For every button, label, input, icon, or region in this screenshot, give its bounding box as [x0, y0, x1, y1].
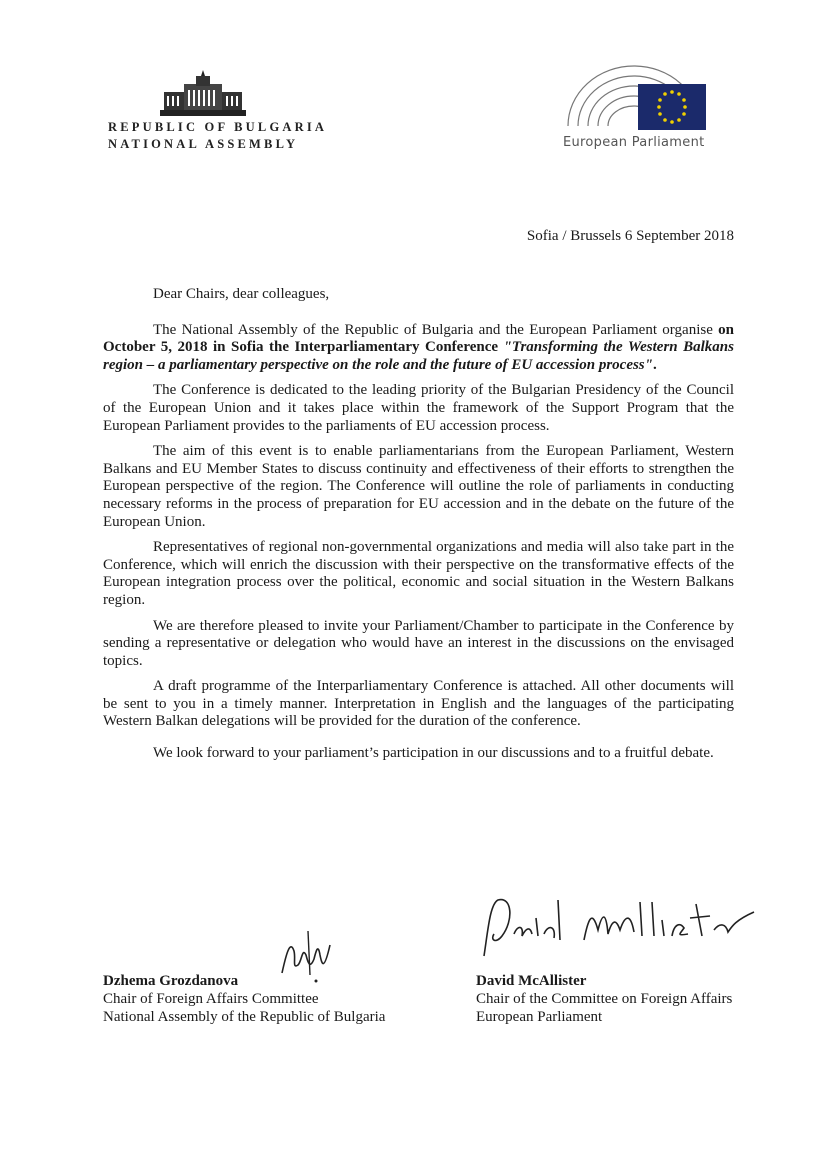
- paragraph-3: The aim of this event is to enable parliamentarians from the European Parliament, Western Balkans and EU Member States to discuss continuity and effectiveness of their efforts to strengthen the European perspective of the region. The Conference will outline the role of parliaments in conducting necessary reforms in the process of preparation for EU accession and in the debate on the future of the European Union.: [103, 443, 734, 530]
- signatory-right-title: Chair of the Committee on Foreign Affairs: [476, 991, 733, 1007]
- paragraph-1-end: .: [652, 356, 657, 373]
- bulgaria-header-text: [108, 119, 327, 153]
- bulgaria-line1: REPUBLIC OF BULGARIA: [108, 120, 328, 134]
- paragraph-4: Representatives of regional non-governmental organizations and media will also take part in the Conference, which will enrich the discussion with their perspective on the transformative effects of the European integration process over the political, economic and social situation in the Western Balkans region.: [103, 539, 734, 608]
- bulgaria-line2: NATIONAL ASSEMBLY: [108, 137, 299, 151]
- signatory-left-org: National Assembly of the Republic of Bulgaria: [103, 1009, 386, 1025]
- paragraph-7: We look forward to your parliament’s participation in our discussions and to a fruitful debate.: [153, 745, 714, 762]
- paragraph-1-intro: The National Assembly of the Republic of Bulgaria and the European Parliament organise: [153, 321, 719, 338]
- paragraph-5: We are therefore pleased to invite your Parliament/Chamber to participate in the Conference by sending a representative or delegation who would have an interest in the discussions on the envisaged topics.: [103, 617, 734, 669]
- salutation: Dear Chairs, dear colleagues,: [153, 286, 330, 302]
- letter-date: Sofia / Brussels 6 September 2018: [526, 228, 734, 244]
- paragraph-1: [103, 322, 734, 375]
- parliament-building-icon: [158, 70, 248, 118]
- paragraph-6: A draft programme of the Interparliamentary Conference is attached. All other documents will be sent to you in a timely manner. Interpretation in English and the languages of the participating Western Balkan delegations will be provided for the duration of the conference.: [103, 678, 734, 730]
- paragraph-1-event: on October 5, 2018 in Sofia the Interparliamentary Conference: [103, 321, 734, 356]
- signature-mcallister: [474, 890, 764, 965]
- letter-body: [103, 286, 734, 771]
- signatory-right: [476, 972, 732, 1026]
- signatory-right-org: European Parliament: [476, 1009, 603, 1025]
- signatory-left: [103, 972, 385, 1026]
- hemicycle-eu-flag-icon: [558, 56, 710, 134]
- signatory-left-title: Chair of Foreign Affairs Committee: [103, 991, 319, 1007]
- paragraph-2: The Conference is dedicated to the leading priority of the Bulgarian Presidency of the Council of the European Union and it takes place within the framework of the Support Program that the European Parliament provides to the parliaments of EU accession process.: [103, 382, 734, 434]
- paragraph-1-title: "Transforming the Western Balkans region – a parliamentary perspective on the role and the future of EU accession process": [103, 339, 734, 373]
- signatory-right-name: David McAllister: [476, 973, 587, 989]
- signatory-left-name: Dzhema Grozdanova: [103, 973, 239, 989]
- european-parliament-name: European Parliament: [563, 135, 705, 150]
